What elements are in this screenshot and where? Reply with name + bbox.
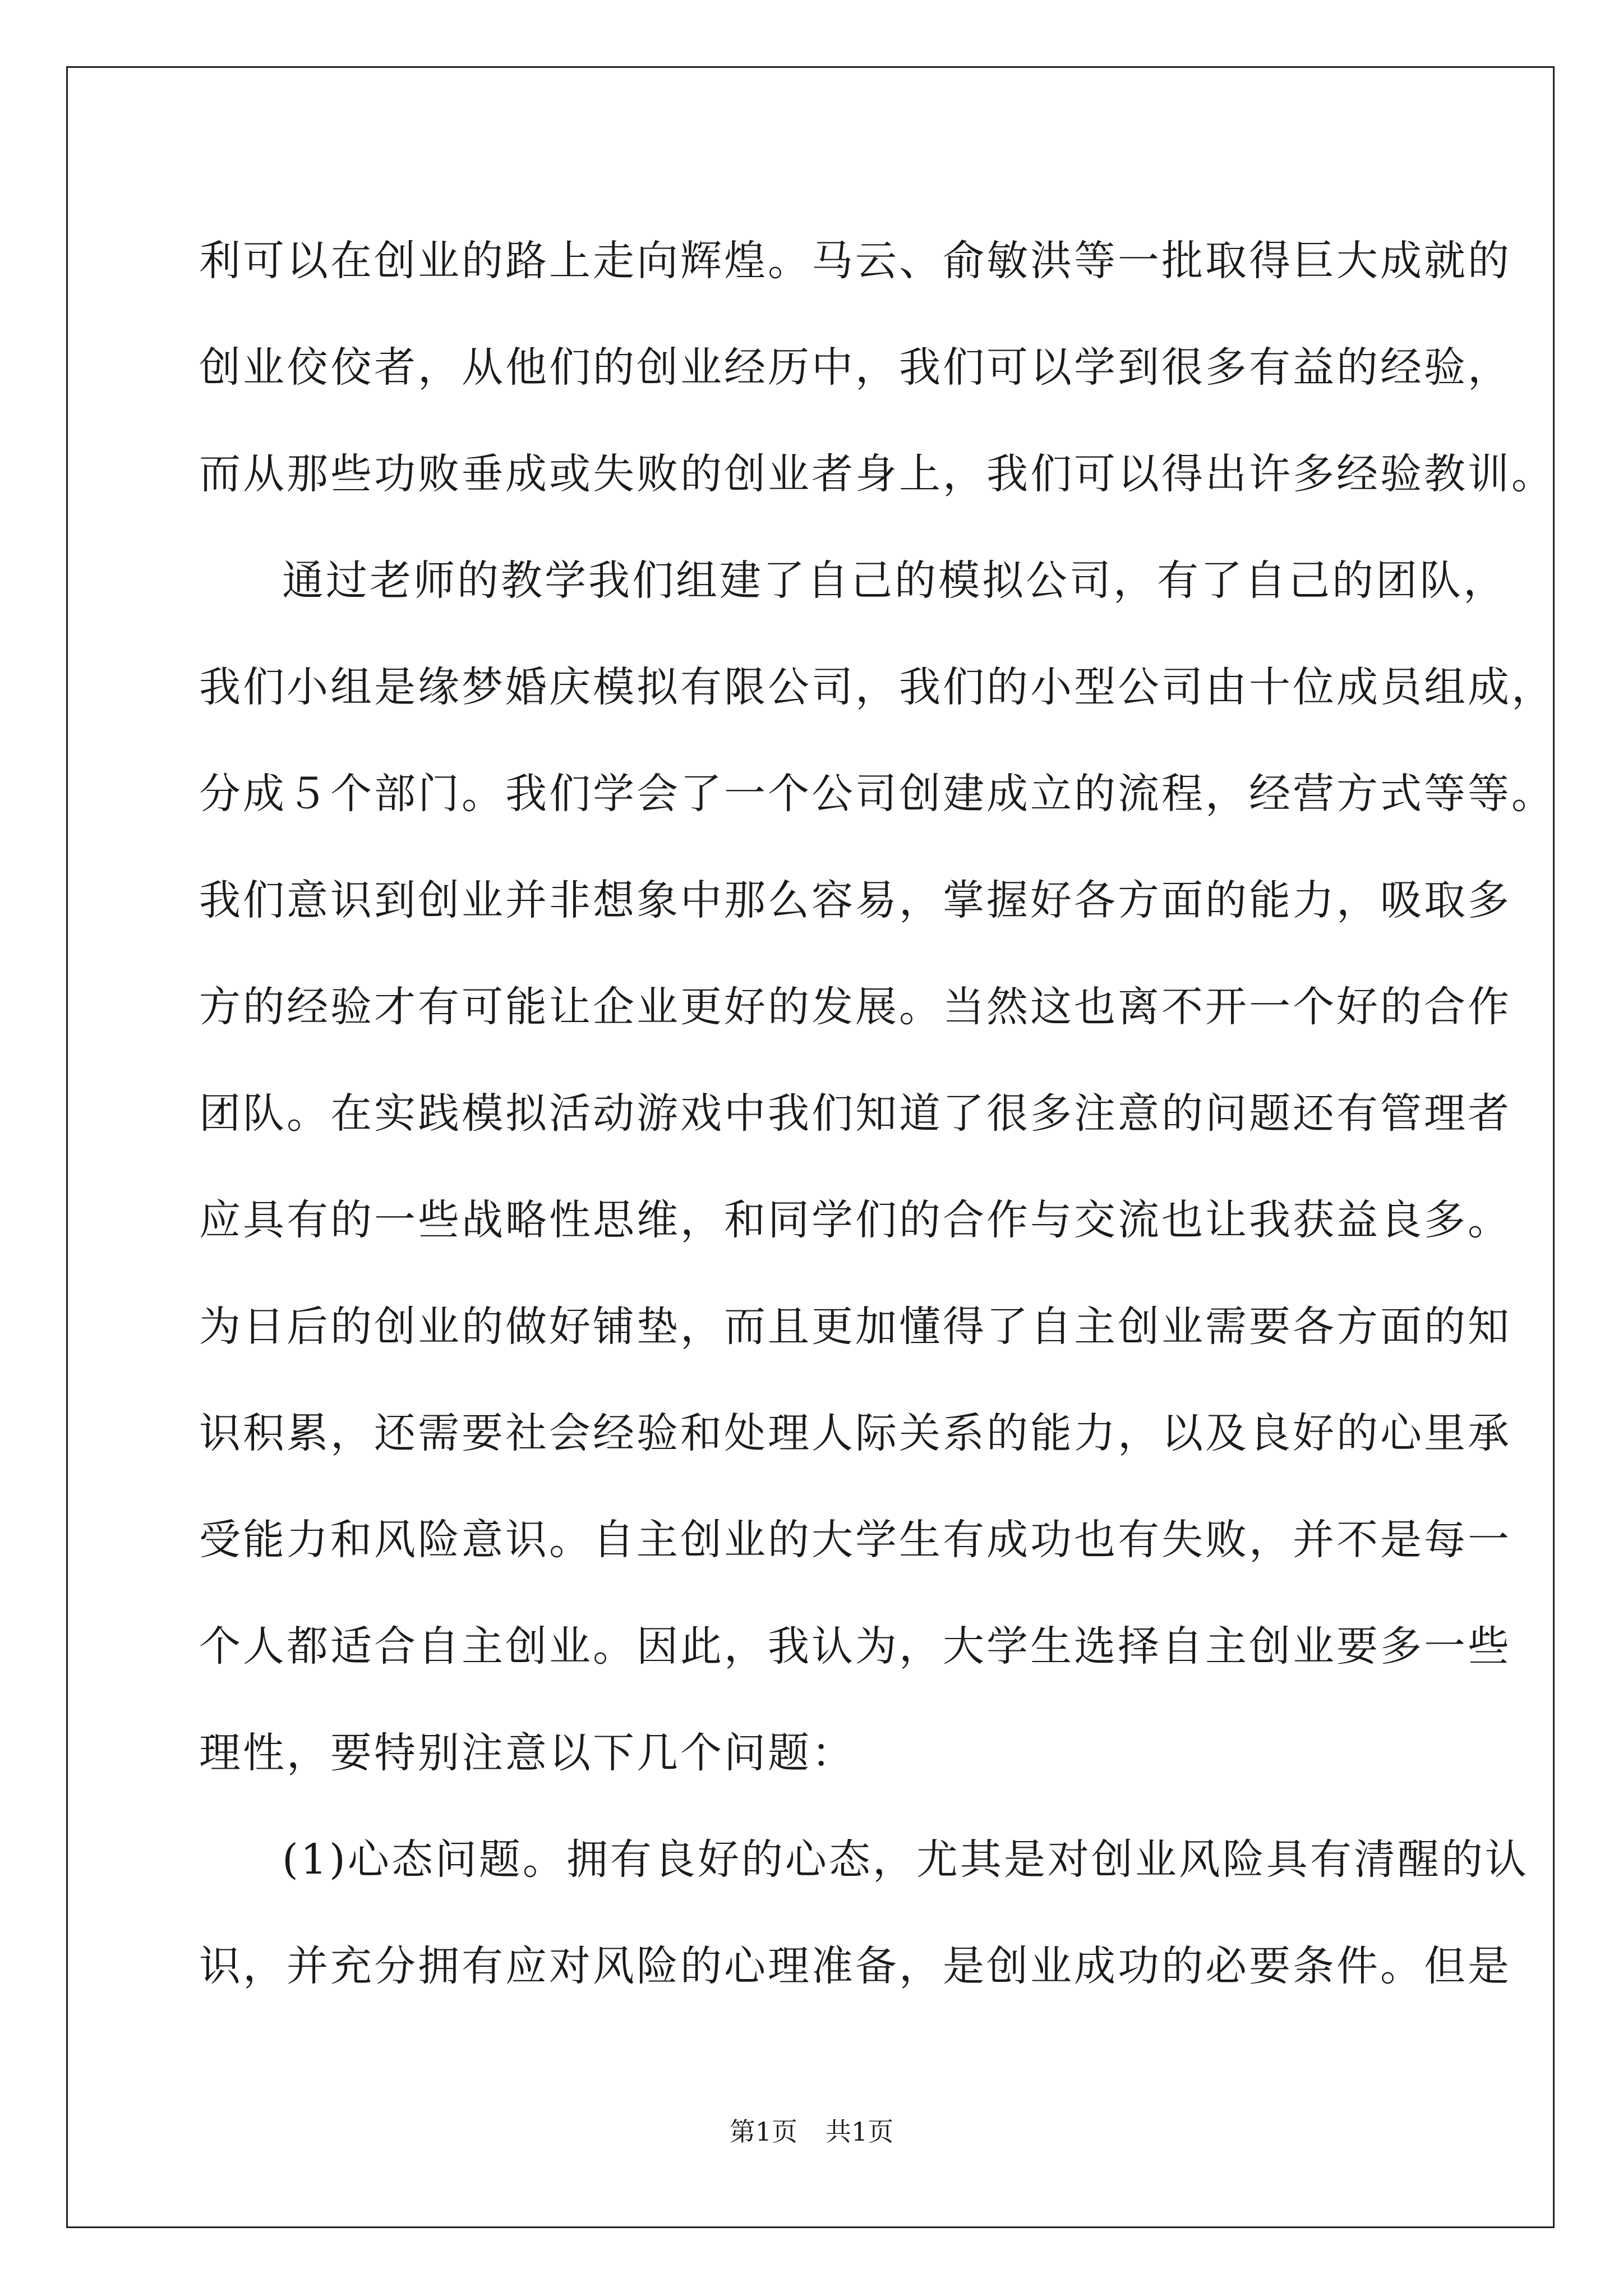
text-line: 个人都适合自主创业。因此，我认为，大学生选择自主创业要多一些 <box>199 1622 1511 1671</box>
text-line: 我们小组是缘梦婚庆模拟有限公司，我们的小型公司由十位成员组成， <box>199 663 1555 711</box>
text-line: 方的经验才有可能让企业更好的发展。当然这也离不开一个好的合作 <box>199 983 1511 1031</box>
text-line: 受能力和风险意识。自主创业的大学生有成功也有失败，并不是每一 <box>199 1516 1511 1564</box>
text-line: 我们意识到创业并非想象中那么容易，掌握好各方面的能力，吸取多 <box>199 876 1511 924</box>
page-footer <box>0 2115 1623 2148</box>
text-line: 应具有的一些战略性思维，和同学们的合作与交流也让我获益良多。 <box>199 1196 1511 1244</box>
paragraph-start-line: (1)心态问题。拥有良好的心态，尤其是对创业风险具有清醒的认 <box>282 1835 1529 1884</box>
paragraph-start-line: 通过老师的教学我们组建了自己的模拟公司，有了自己的团队， <box>282 556 1507 605</box>
page-total: 共1页 <box>826 2116 894 2147</box>
text-line: 而从那些功败垂成或失败的创业者身上，我们可以得出许多经验教训。 <box>199 450 1555 498</box>
text-line: 识积累，还需要社会经验和处理人际关系的能力，以及良好的心里承 <box>199 1409 1511 1457</box>
text-line: 分成５个部门。我们学会了一个公司创建成立的流程，经营方式等等。 <box>199 770 1555 818</box>
text-line: 创业佼佼者，从他们的创业经历中，我们可以学到很多有益的经验， <box>199 343 1511 392</box>
text-line: 利可以在创业的路上走向辉煌。马云、俞敏洪等一批取得巨大成就的 <box>199 237 1511 285</box>
text-line: 为日后的创业的做好铺垫，而且更加懂得了自主创业需要各方面的知 <box>199 1303 1511 1351</box>
text-line: 识，并充分拥有应对风险的心理准备，是创业成功的必要条件。但是 <box>199 1942 1511 1990</box>
document-body <box>199 208 1555 2019</box>
text-line: 团队。在实践模拟活动游戏中我们知道了很多注意的问题还有管理者 <box>199 1089 1511 1138</box>
text-line: 理性，要特别注意以下几个问题： <box>199 1729 855 1777</box>
page-number: 第1页 <box>729 2116 797 2147</box>
